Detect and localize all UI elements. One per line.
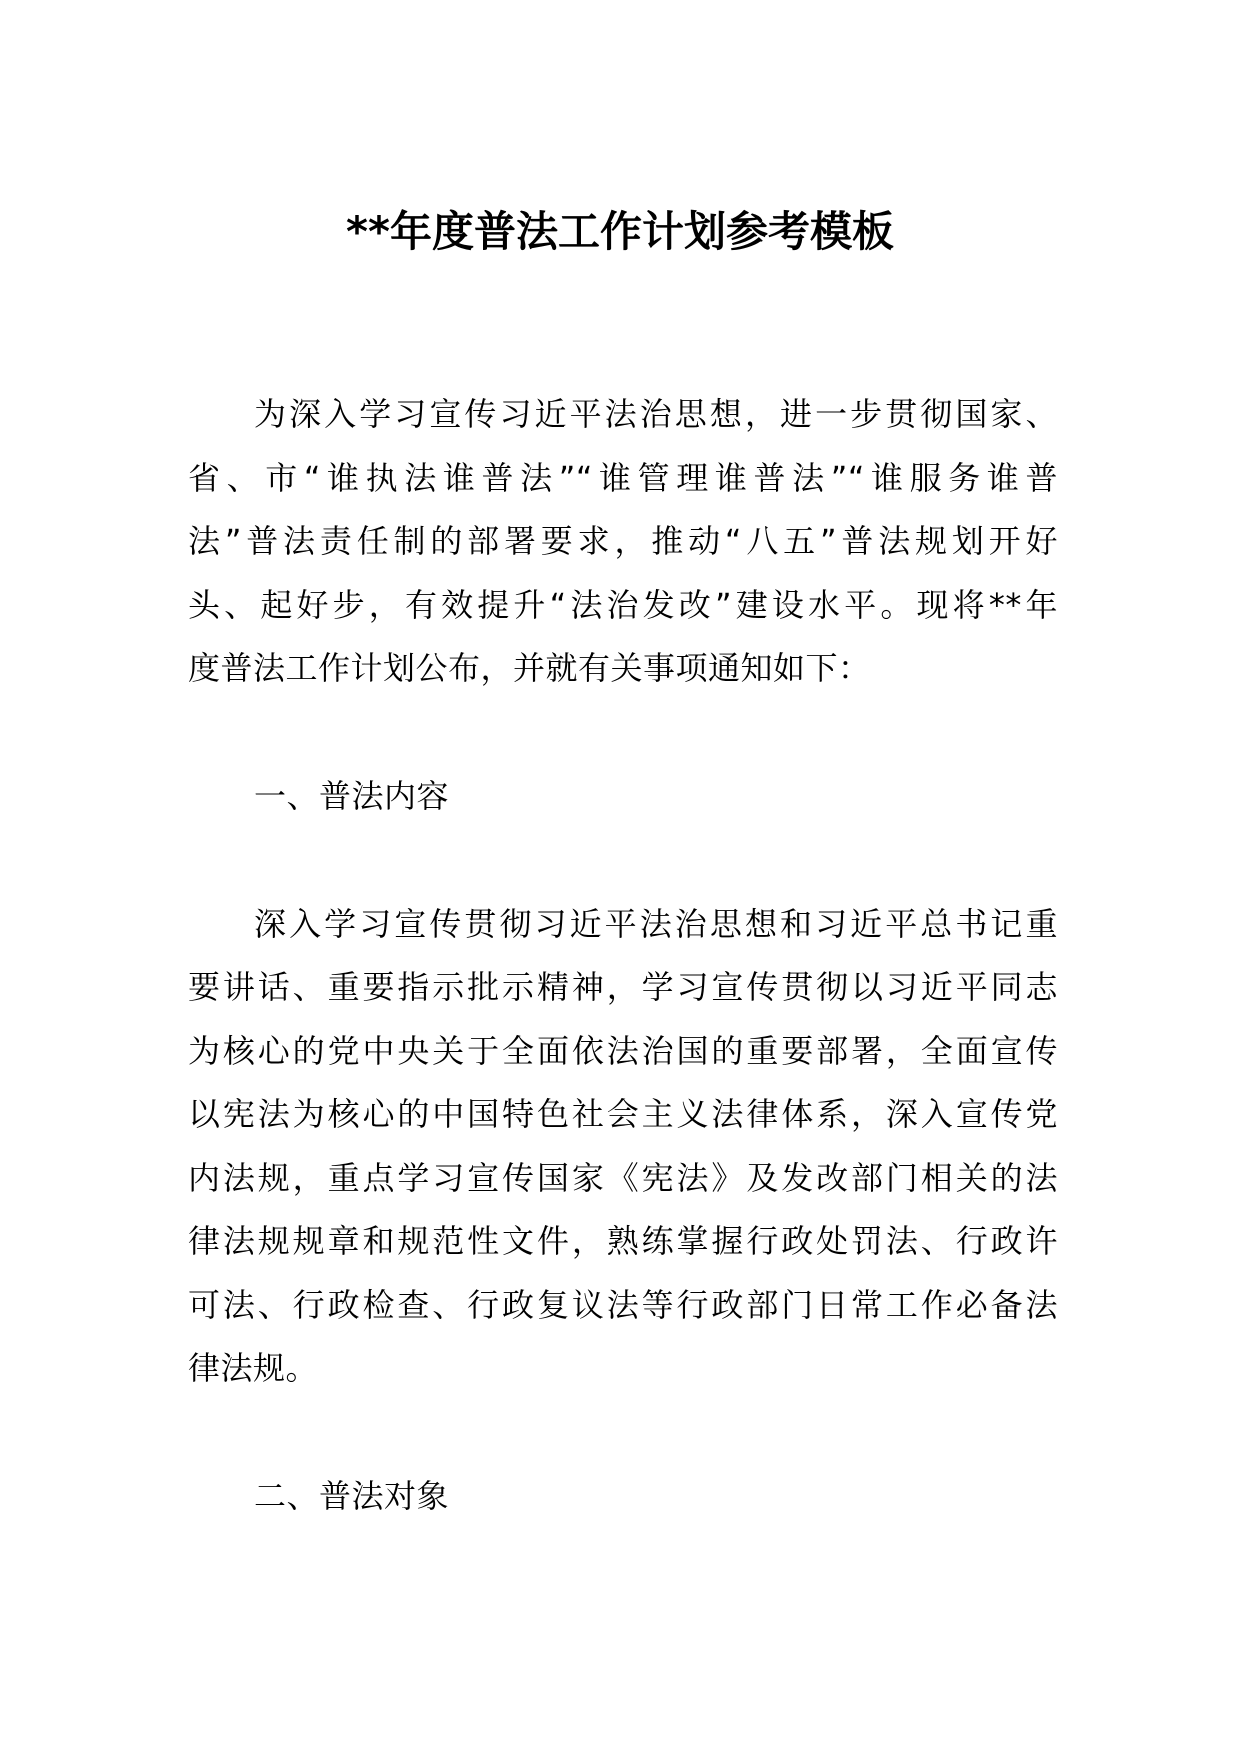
paragraph-line: 法”普法责任制的部署要求，推动“八五”普法规划开好: [188, 522, 1058, 560]
section-heading-audience: 二、普法对象: [254, 1477, 450, 1515]
paragraph-line: 以宪法为核心的中国特色社会主义法律体系，深入宣传党: [188, 1095, 1058, 1133]
paragraph-line: 为核心的党中央关于全面依法治国的重要部署，全面宣传: [188, 1032, 1058, 1070]
paragraph-line: 头、起好步，有效提升“法治发改”建设水平。现将**年: [188, 586, 1058, 624]
paragraph-line: 律法规。: [188, 1349, 319, 1387]
paragraph-line: 可法、行政检查、行政复议法等行政部门日常工作必备法: [188, 1286, 1058, 1324]
document-title: **年度普法工作计划参考模板: [346, 207, 894, 256]
paragraph-line: 深入学习宣传贯彻习近平法治思想和习近平总书记重: [254, 905, 1058, 943]
paragraph-line: 省、市“谁执法谁普法”“谁管理谁普法”“谁服务谁普: [188, 459, 1058, 497]
paragraph-line: 要讲话、重要指示批示精神，学习宣传贯彻以习近平同志: [188, 968, 1058, 1006]
section-heading-content: 一、普法内容: [254, 777, 450, 815]
paragraph-line: 内法规，重点学习宣传国家《宪法》及发改部门相关的法: [188, 1159, 1058, 1197]
paragraph-line: 律法规规章和规范性文件，熟练掌握行政处罚法、行政许: [188, 1222, 1058, 1260]
paragraph-line: 为深入学习宣传习近平法治思想，进一步贯彻国家、: [254, 395, 1058, 433]
paragraph-line: 度普法工作计划公布，并就有关事项通知如下：: [188, 649, 871, 687]
